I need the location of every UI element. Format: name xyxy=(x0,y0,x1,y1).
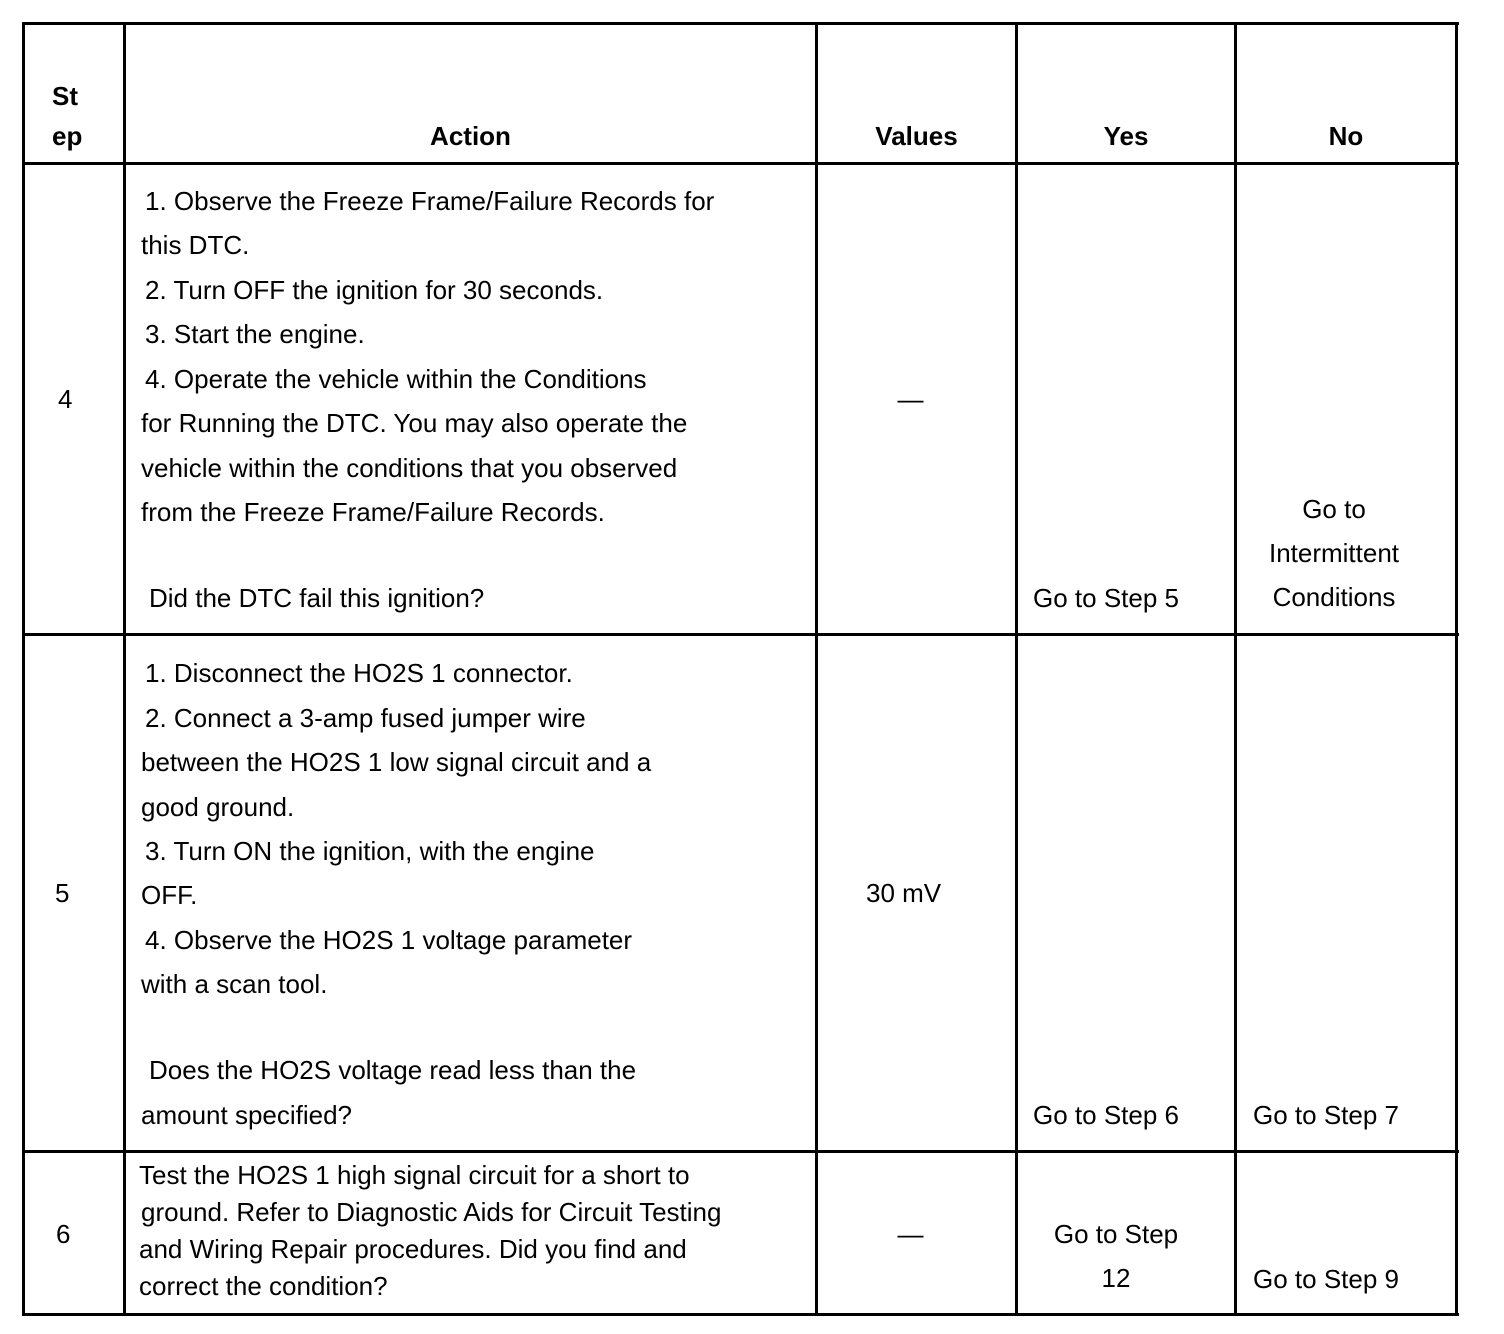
no-cell: Go to Step 7 xyxy=(1253,1100,1399,1130)
column-divider xyxy=(1234,22,1237,1316)
header-divider xyxy=(22,162,1459,165)
action-line: with a scan tool. xyxy=(141,969,328,999)
action-line: 2. Turn OFF the ignition for 30 seconds. xyxy=(145,275,604,305)
action-line: ground. Refer to Diagnostic Aids for Circuit Testing xyxy=(141,1197,722,1227)
action-question: Does the HO2S voltage read less than the xyxy=(149,1055,637,1085)
yes-cell: Go to Step 5 xyxy=(1033,583,1179,613)
header-values: Values xyxy=(875,121,958,151)
action-line: OFF. xyxy=(141,880,198,910)
value-cell: 30 mV xyxy=(866,878,942,908)
row-divider xyxy=(22,1150,1459,1153)
action-line: between the HO2S 1 low signal circuit and a xyxy=(141,747,652,777)
step-number: 6 xyxy=(56,1219,71,1249)
action-line: 4. Operate the vehicle within the Conditions xyxy=(145,364,647,394)
action-line: for Running the DTC. You may also operate the xyxy=(141,408,688,438)
table-border-top xyxy=(22,22,1459,25)
value-cell: — xyxy=(897,1219,924,1249)
header-action: Action xyxy=(430,121,511,151)
row-divider xyxy=(22,633,1459,636)
table-border-bottom xyxy=(22,1313,1459,1316)
action-line: 1. Observe the Freeze Frame/Failure Records for xyxy=(145,186,715,216)
action-line: 3. Start the engine. xyxy=(145,319,365,349)
action-line: correct the condition? xyxy=(139,1271,388,1301)
table-border-right xyxy=(1455,22,1458,1316)
action-line: vehicle within the conditions that you observed xyxy=(141,453,678,483)
action-line: 4. Observe the HO2S 1 voltage parameter xyxy=(145,925,633,955)
column-divider xyxy=(123,22,126,1316)
header-no: No xyxy=(1328,121,1364,151)
action-line: from the Freeze Frame/Failure Records. xyxy=(141,497,605,527)
action-line: 1. Disconnect the HO2S 1 connector. xyxy=(145,658,573,688)
step-number: 4 xyxy=(58,384,73,414)
action-line: and Wiring Repair procedures. Did you find and xyxy=(139,1234,687,1264)
header-yes: Yes xyxy=(1103,121,1149,151)
action-line: good ground. xyxy=(141,792,295,822)
no-cell: Go to Step 9 xyxy=(1253,1264,1399,1294)
action-line: Test the HO2S 1 high signal circuit for a short to xyxy=(139,1160,690,1190)
column-divider xyxy=(1015,22,1018,1316)
value-cell: — xyxy=(897,384,924,414)
yes-cell: Go to Step 6 xyxy=(1033,1100,1179,1130)
action-line: 2. Connect a 3-amp fused jumper wire xyxy=(145,703,586,733)
yes-cell: Go to Step 12 xyxy=(1053,1219,1179,1293)
action-line: 3. Turn ON the ignition, with the engine xyxy=(145,836,595,866)
no-cell: Go to Intermittent Conditions xyxy=(1268,494,1400,612)
action-line: this DTC. xyxy=(141,230,250,260)
action-question: amount specified? xyxy=(141,1100,353,1130)
step-number: 5 xyxy=(55,878,70,908)
column-divider xyxy=(815,22,818,1316)
action-question: Did the DTC fail this ignition? xyxy=(149,583,485,613)
table-border-left xyxy=(22,22,25,1316)
header-step: St ep xyxy=(52,81,83,151)
